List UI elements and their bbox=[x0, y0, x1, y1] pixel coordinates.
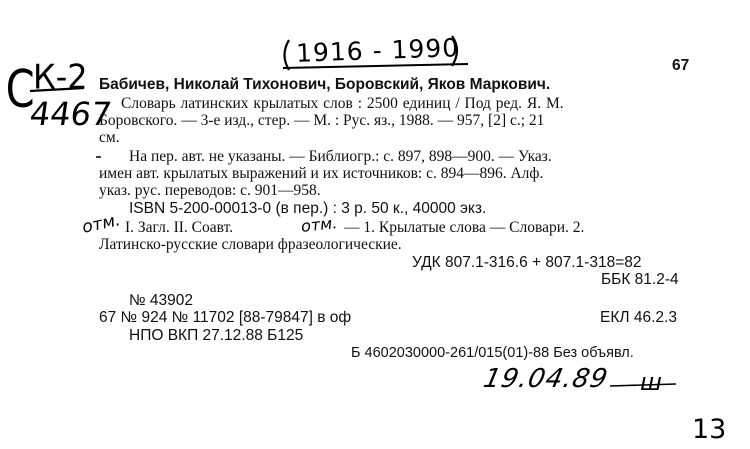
description-line-2: Боровского. — 3-е изд., стер. — М. : Рус. яз., 1988. — 957, [2] с.; 21 bbox=[99, 112, 545, 129]
page-number: 67 bbox=[672, 57, 690, 74]
handwritten-shelf-code-top: К-2 bbox=[33, 57, 88, 97]
record-number: № 43902 bbox=[129, 292, 194, 309]
description-line-1: Словарь латинских крылатых слов : 2500 единиц / Под ред. Я. М. bbox=[121, 95, 564, 112]
classification-code: Б 4602030000-261/015(01)-88 Без объявл. bbox=[351, 345, 634, 361]
handwritten-initials: ш bbox=[640, 368, 662, 396]
ekl-code: ЕКЛ 46.2.3 bbox=[600, 309, 677, 326]
order-line: 67 № 924 № 11702 [88-79847] в оф bbox=[99, 309, 352, 326]
notes-line-2: имен авт. крылатых выражений и их источников: с. 894—896. Алф. bbox=[99, 165, 544, 182]
description-line-3: см. bbox=[99, 129, 120, 146]
bbk-code: ББК 81.2-4 bbox=[601, 271, 679, 288]
handwritten-date: 19.04.89 bbox=[480, 364, 611, 394]
handwritten-corner-number: 13 bbox=[692, 414, 727, 445]
notes-line-3: указ. рус. переводов: с. 901—958. bbox=[99, 182, 321, 199]
udc-code: УДК 807.1-316.6 + 807.1-318=82 bbox=[412, 254, 642, 271]
isbn-line: ISBN 5-200-00013-0 (в пер.) : 3 р. 50 к., 40000 экз. bbox=[129, 200, 487, 217]
notes-line-1: На пер. авт. не указаны. — Библиогр.: с. 897, 898—900. — Указ. bbox=[129, 148, 552, 165]
tracings-line-1b: — 1. Крылатые слова — Словари. 2. bbox=[344, 219, 585, 236]
handwritten-mark-left: отм. bbox=[80, 210, 123, 238]
handwritten-bracket: С bbox=[5, 60, 35, 120]
printer-line: НПО ВКП 27.12.88 Б125 bbox=[129, 327, 304, 344]
author-heading: Бабичев, Николай Тихонович, Боровский, Яков Маркович. bbox=[99, 76, 551, 93]
tracings-line-1a: I. Загл. II. Соавт. bbox=[125, 219, 234, 236]
handwritten-shelf-code-bottom: 4467 bbox=[27, 95, 115, 133]
handwritten-mark-middle: отм. bbox=[300, 213, 339, 236]
tracings-line-2: Латинско-русские словари фразеологические. bbox=[99, 236, 402, 253]
handwritten-years: 1916 - 1990 bbox=[295, 33, 460, 68]
